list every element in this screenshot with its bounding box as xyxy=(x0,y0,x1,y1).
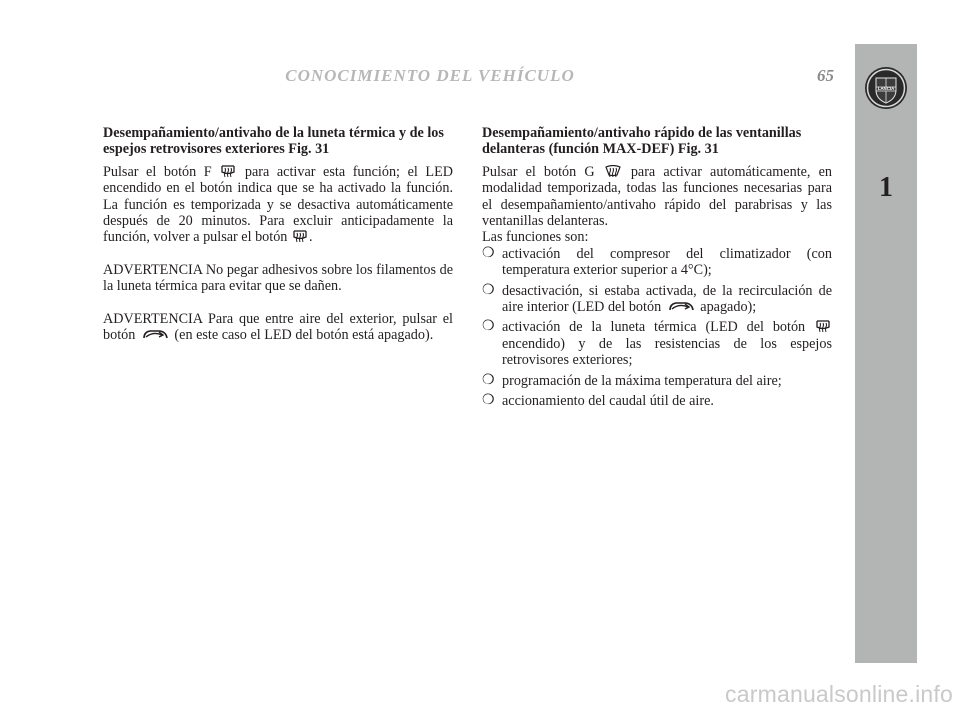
warning-adhesives: ADVERTENCIA No pegar adhesivos sobre los filamentos de la luneta térmica para evitar que se dañen. xyxy=(103,261,453,295)
text-segment: Pulsar el botón G xyxy=(482,163,595,180)
bullet-symbol: ❍ xyxy=(482,245,495,261)
section-heading-rear-defrost: Desempañamiento/antivaho de la luneta térmica y de los espejos retrovisores exteriores Fig. 31 xyxy=(103,125,444,158)
text-segment: para activar automáticamente, en modalidad temporizada, todas las funciones necesarias para el desempañamiento/antivaho rápido del parabrisas y las ventanillas delanteras. xyxy=(482,163,832,230)
lancia-shield-logo-icon xyxy=(864,66,908,110)
bullet-symbol: ❍ xyxy=(482,393,495,409)
bullet-symbol: ❍ xyxy=(482,319,495,335)
warning-outside-air xyxy=(103,311,453,344)
list-item xyxy=(482,246,832,279)
rear-window-defrost-icon xyxy=(221,165,235,178)
logo-wordmark: LANCIA xyxy=(877,86,895,92)
text-segment: Pulsar el botón F xyxy=(103,163,212,180)
list-item-text: activación del compresor del climatizador (con temperatura exterior superior a 4°C); xyxy=(502,245,832,279)
rear-window-defrost-icon xyxy=(293,230,307,243)
page-number: 65 xyxy=(817,66,834,85)
site-watermark: carmanualsonline.info xyxy=(725,681,953,707)
text-segment: . xyxy=(308,229,313,246)
list-item-text: activación de la luneta térmica (LED del botón xyxy=(502,319,806,336)
rear-window-defrost-icon xyxy=(816,320,830,333)
right-column xyxy=(482,125,832,414)
left-column xyxy=(103,125,453,343)
list-item xyxy=(482,373,832,389)
functions-intro: Las funciones son: xyxy=(482,229,589,246)
chapter-number: 1 xyxy=(879,172,893,203)
list-item xyxy=(482,283,832,316)
section-heading-max-def: Desempañamiento/antivaho rápido de las ventanillas delanteras (función MAX-DEF) Fig. 31 xyxy=(482,125,802,158)
list-item xyxy=(482,319,832,368)
air-recirculation-icon xyxy=(141,328,169,341)
list-item-text: encendido) y de las resistencias de los espejos retrovisores exteriores; xyxy=(502,335,832,369)
paragraph-max-def xyxy=(482,164,832,230)
text-segment: para activar esta función; el LED encendido en el botón indica que se ha activado la función. La función es temporizada y se desactiva automáticamente después de 20 minutos. Para excluir anticipadamente la función, volver a pulsar el botón xyxy=(103,163,453,246)
paragraph-rear-defrost xyxy=(103,164,453,246)
list-item-text: desactivación, si estaba activada, de la recirculación de aire interior (LED del botón xyxy=(502,282,832,316)
text-segment: ADVERTENCIA Para que entre aire del exterior, pulsar el botón xyxy=(103,310,453,344)
list-item xyxy=(482,393,832,409)
air-recirculation-icon xyxy=(667,300,695,313)
functions-list xyxy=(482,246,832,410)
bullet-symbol: ❍ xyxy=(482,282,495,298)
list-item-text: accionamiento del caudal útil de aire. xyxy=(502,393,714,410)
header-title: CONOCIMIENTO DEL VEHÍCULO xyxy=(285,66,575,85)
windshield-max-def-icon xyxy=(605,165,621,178)
text-segment: (en este caso el LED del botón está apagado). xyxy=(174,327,434,344)
bullet-symbol: ❍ xyxy=(482,372,495,388)
list-item-text: apagado); xyxy=(700,299,757,316)
chapter-sidebar xyxy=(855,44,917,663)
list-item-text: programación de la máxima temperatura del aire; xyxy=(502,372,782,389)
